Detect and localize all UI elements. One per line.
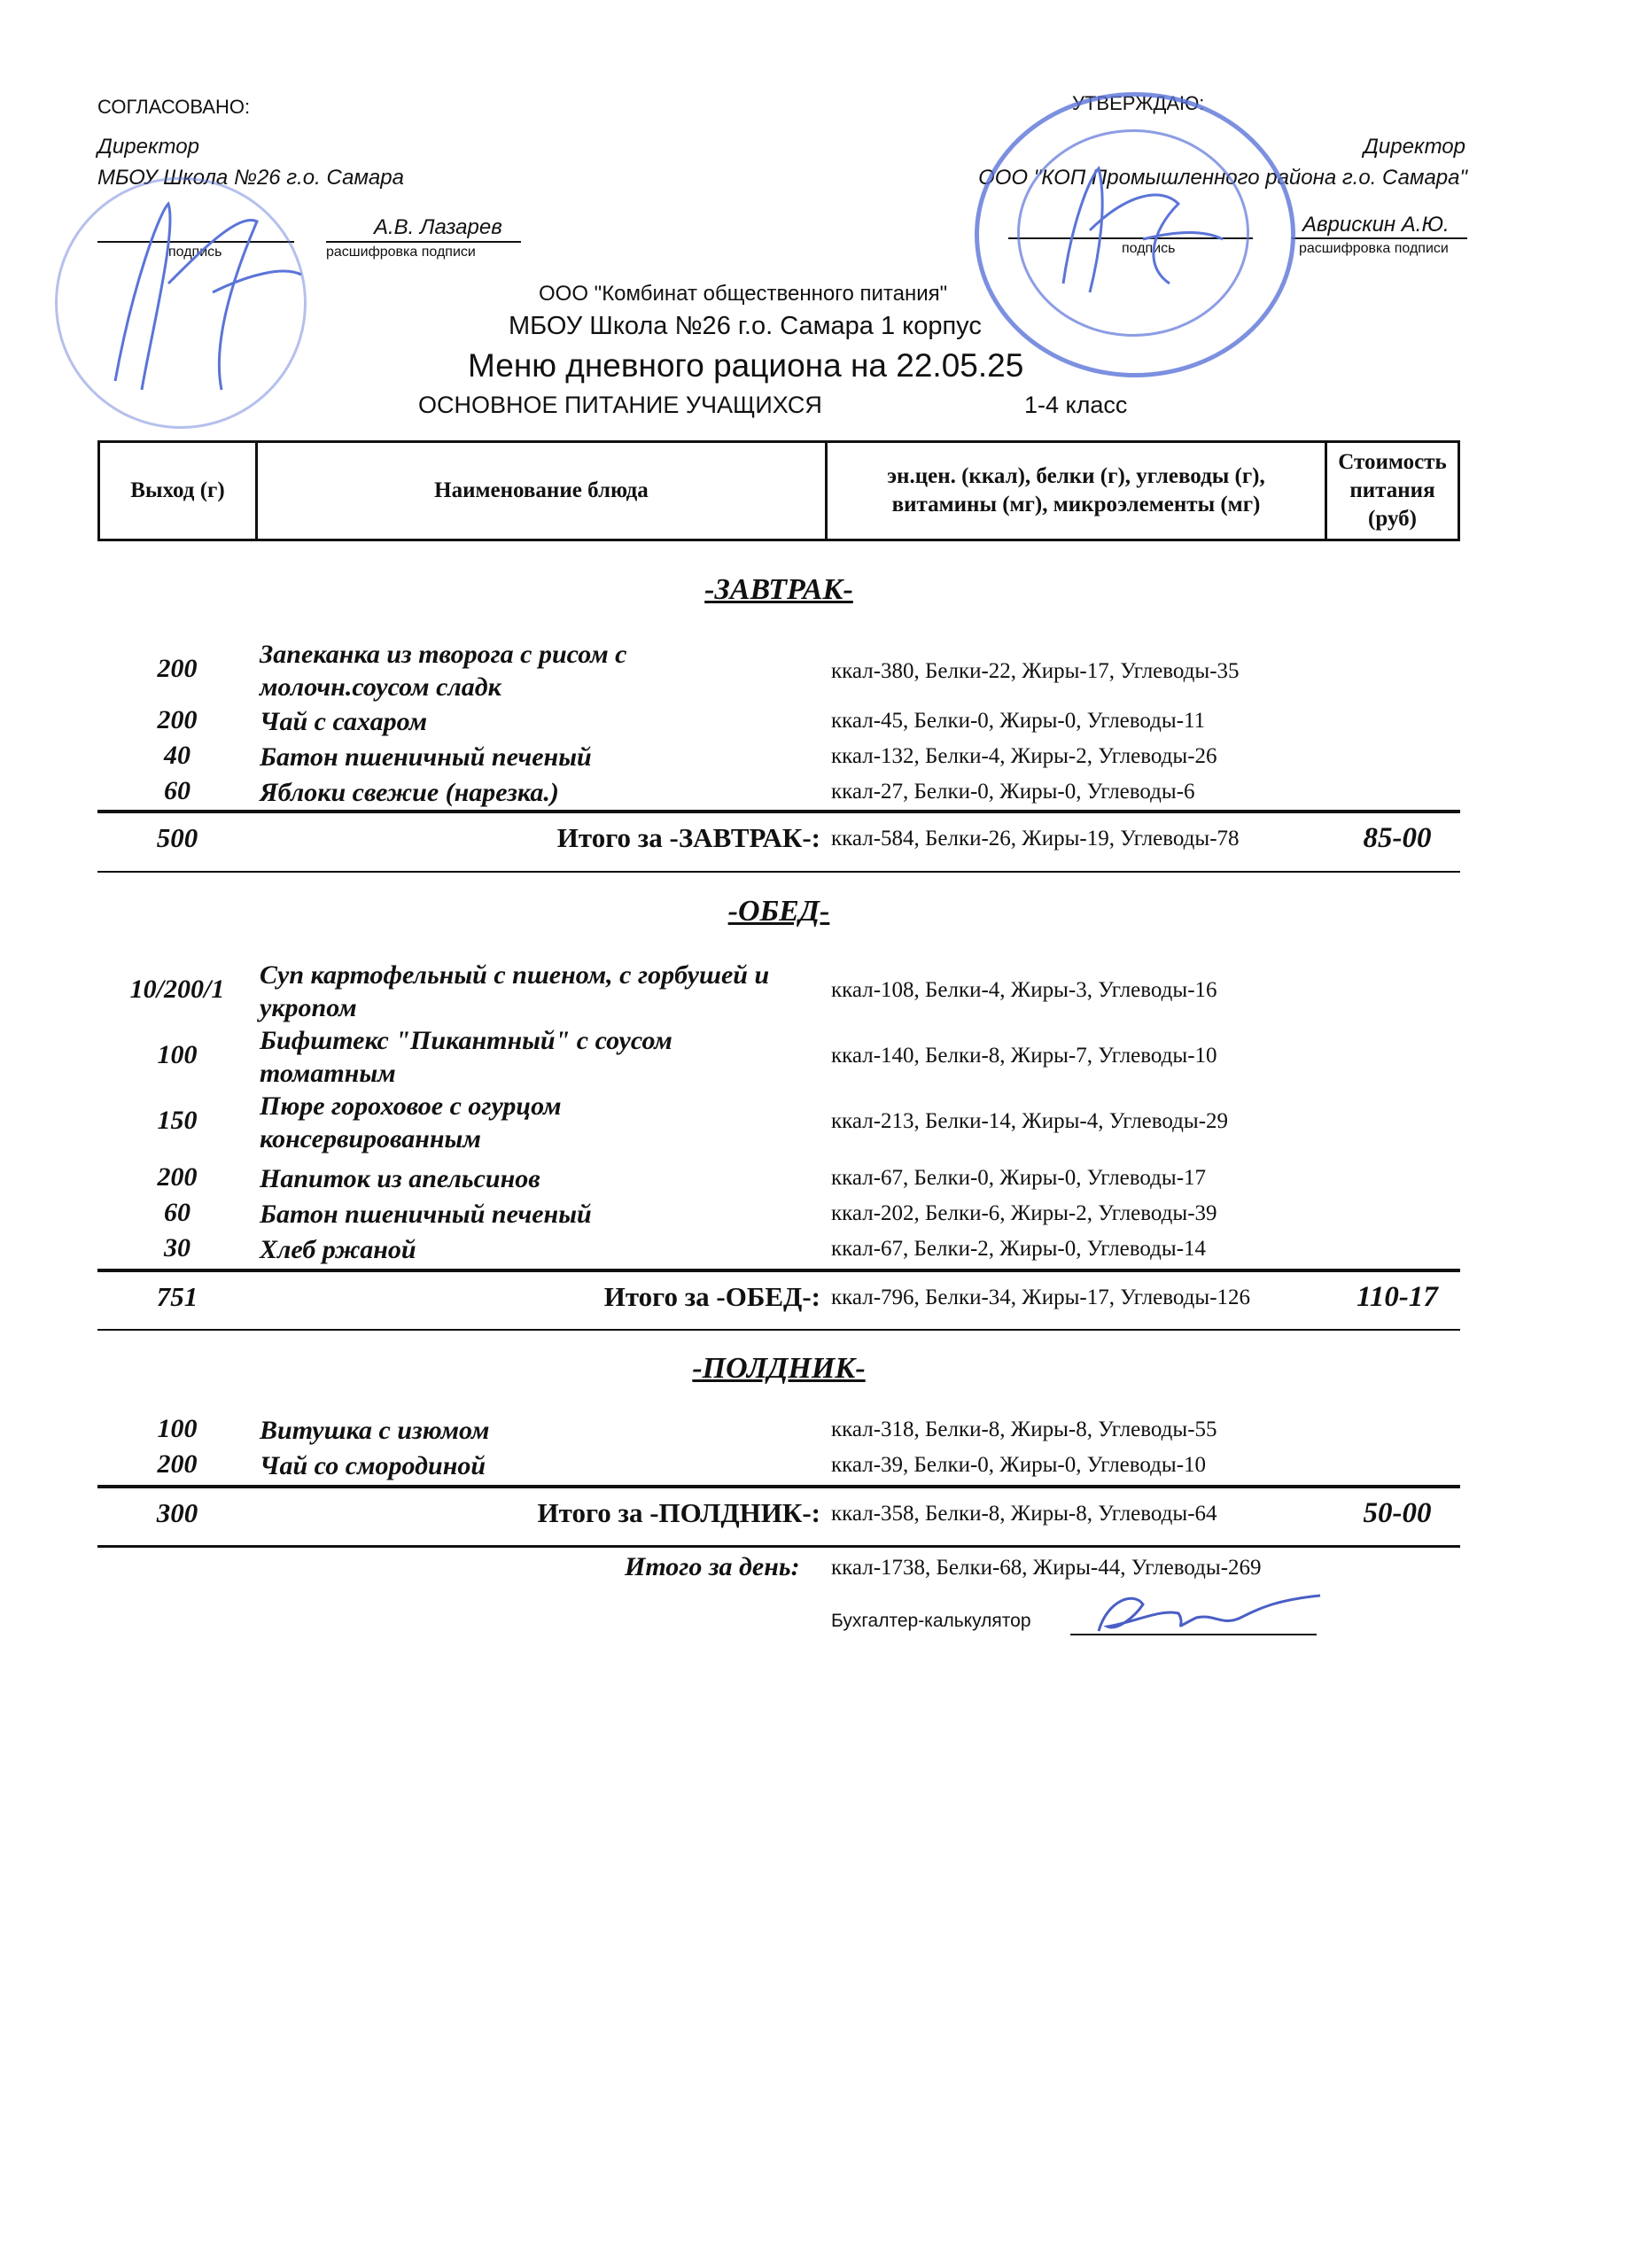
row-nutrition: ккал-67, Белки-0, Жиры-0, Углеводы-17: [831, 1166, 1207, 1190]
table-row: [97, 959, 1460, 1024]
section-total-row: [97, 1497, 1460, 1536]
company-name: ООО "Комбинат общественного питания": [539, 282, 948, 306]
row-dish: Батон пшеничный печеный: [260, 742, 592, 772]
row-nutrition: ккал-27, Белки-0, Жиры-0, Углеводы-6: [831, 780, 1195, 804]
page-subtitle: ОСНОВНОЕ ПИТАНИЕ УЧАЩИХСЯ: [418, 392, 822, 418]
row-nutrition: ккал-45, Белки-0, Жиры-0, Углеводы-11: [831, 709, 1206, 733]
row-dish: Запеканка из творога с рисом с молочн.соусом сладк: [260, 640, 627, 702]
total-cost: 50-00: [1363, 1497, 1432, 1529]
row-nutrition: ккал-380, Белки-22, Жиры-17, Углеводы-35: [831, 659, 1240, 683]
day-total-label: Итого за день:: [625, 1552, 800, 1581]
row-dish: Яблоки свежие (нарезка.): [260, 778, 559, 807]
table-row: [97, 1233, 1460, 1269]
row-qty: 100: [157, 1414, 198, 1443]
approval-right-role: Директор: [1364, 135, 1465, 159]
signature-accountant: [1081, 1582, 1329, 1644]
row-dish: Напиток из апельсинов: [260, 1164, 540, 1193]
row-dish: Хлеб ржаной: [260, 1235, 416, 1264]
col-header-qty: Выход (г): [100, 443, 258, 539]
row-dish: Витушка с изюмом: [260, 1416, 490, 1445]
row-dish: Суп картофельный с пшеном, с горбушей и укропом: [260, 960, 770, 1022]
row-dish: Батон пшеничный печеный: [260, 1200, 592, 1229]
approval-left-name-line: [326, 241, 521, 243]
row-dish: Чай с сахаром: [260, 707, 427, 736]
accountant-label: Бухгалтер-калькулятор: [831, 1611, 1031, 1631]
row-nutrition: ккал-140, Белки-8, Жиры-7, Углеводы-10: [831, 1044, 1217, 1068]
approval-right-org: ООО "КОП Промышленного района г.о. Самара": [978, 166, 1467, 190]
col-header-dish: Наименование блюда: [258, 443, 828, 539]
row-nutrition: ккал-318, Белки-8, Жиры-8, Углеводы-55: [831, 1418, 1217, 1441]
signature-right: [1037, 151, 1232, 310]
row-qty: 200: [157, 1162, 198, 1192]
table-row: [97, 638, 1460, 705]
total-qty: 300: [156, 1497, 198, 1528]
row-qty: 10/200/1: [129, 975, 225, 1004]
section-title-breakfast: -ЗАВТРАК-: [704, 573, 853, 606]
approval-left-org: МБОУ Школа №26 г.о. Самара: [97, 166, 404, 190]
row-nutrition: ккал-67, Белки-2, Жиры-0, Углеводы-14: [831, 1237, 1207, 1261]
table-row: [97, 1198, 1460, 1233]
section-divider: [97, 1269, 1460, 1272]
table-row: [97, 741, 1460, 776]
total-cost: 110-17: [1356, 1281, 1438, 1313]
row-qty: 60: [164, 1198, 190, 1227]
approval-left-role: Директор: [97, 135, 199, 159]
section-total-row: [97, 1281, 1460, 1320]
section-title-lunch: -ОБЕД-: [727, 895, 830, 928]
approval-right-sig-caption: подпись: [1122, 241, 1176, 256]
approval-left-name: А.В. Лазарев: [374, 215, 502, 239]
row-nutrition: ккал-202, Белки-6, Жиры-2, Углеводы-39: [831, 1201, 1217, 1225]
table-row: [97, 1162, 1460, 1198]
row-qty: 200: [157, 654, 198, 683]
row-nutrition: ккал-213, Белки-14, Жиры-4, Углеводы-29: [831, 1109, 1229, 1133]
total-label: Итого за -ЗАВТРАК-:: [556, 822, 820, 853]
page-title: Меню дневного рациона на 22.05.25: [468, 347, 1024, 384]
table-row: [97, 1024, 1460, 1090]
table-row: [97, 705, 1460, 741]
section-bottom-line: [97, 1329, 1460, 1331]
approval-right-name-line: [1292, 237, 1467, 239]
section-divider: [97, 810, 1460, 813]
row-qty: 60: [164, 776, 190, 805]
row-qty: 200: [157, 705, 198, 734]
grade-label: 1-4 класс: [1024, 392, 1128, 418]
table-header: [97, 440, 1460, 541]
approval-right-name: Аврискин А.Ю.: [1302, 213, 1450, 237]
row-qty: 200: [157, 1449, 198, 1479]
total-qty: 751: [156, 1281, 198, 1312]
row-qty: 150: [157, 1106, 198, 1135]
signature-left: [80, 177, 310, 408]
total-label: Итого за -ОБЕД-:: [603, 1281, 820, 1312]
total-nutrition: ккал-796, Белки-34, Жиры-17, Углеводы-126: [831, 1285, 1251, 1309]
table-row: [97, 1449, 1460, 1485]
row-dish: Пюре гороховое с огурцом консервированным: [260, 1091, 562, 1153]
total-cost: 85-00: [1363, 822, 1432, 854]
approval-left-sig-caption: подпись: [168, 245, 222, 260]
col-header-cost: Стоимость питания (руб): [1338, 450, 1447, 531]
section-divider: [97, 1485, 1460, 1488]
row-nutrition: ккал-108, Белки-4, Жиры-3, Углеводы-16: [831, 978, 1217, 1002]
section-bottom-line: [97, 1545, 1460, 1548]
table-row: [97, 1090, 1460, 1155]
row-nutrition: ккал-132, Белки-4, Жиры-2, Углеводы-26: [831, 744, 1217, 768]
approval-left-decode-caption: расшифровка подписи: [326, 245, 476, 260]
total-label: Итого за -ПОЛДНИК-:: [537, 1497, 820, 1528]
approval-left-heading: СОГЛАСОВАНО:: [97, 96, 251, 118]
section-title-snack: -ПОЛДНИК-: [692, 1352, 866, 1385]
section-total-row: [97, 822, 1460, 861]
total-qty: 500: [156, 822, 198, 853]
row-dish: Бифштекс "Пикантный" с соусом томатным: [260, 1026, 672, 1088]
approval-right-heading: УТВЕРЖДАЮ:: [1072, 92, 1205, 114]
row-nutrition: ккал-39, Белки-0, Жиры-0, Углеводы-10: [831, 1453, 1207, 1477]
row-dish: Чай со смородиной: [260, 1451, 486, 1480]
day-total-nutrition: ккал-1738, Белки-68, Жиры-44, Углеводы-269: [831, 1556, 1262, 1580]
row-qty: 40: [164, 741, 190, 770]
total-nutrition: ккал-358, Белки-8, Жиры-8, Углеводы-64: [831, 1502, 1217, 1526]
approval-right-decode-caption: расшифровка подписи: [1299, 241, 1449, 256]
school-name: МБОУ Школа №26 г.о. Самара 1 корпус: [509, 312, 982, 340]
section-bottom-line: [97, 871, 1460, 873]
total-nutrition: ккал-584, Белки-26, Жиры-19, Углеводы-78: [831, 827, 1240, 850]
row-qty: 30: [164, 1233, 190, 1262]
col-header-nutr: эн.цен. (ккал), белки (г), углеводы (г), витамины (мг), микроэлементы (мг): [828, 443, 1327, 539]
table-row: [97, 776, 1460, 812]
table-row: [97, 1414, 1460, 1449]
row-qty: 100: [157, 1040, 198, 1069]
